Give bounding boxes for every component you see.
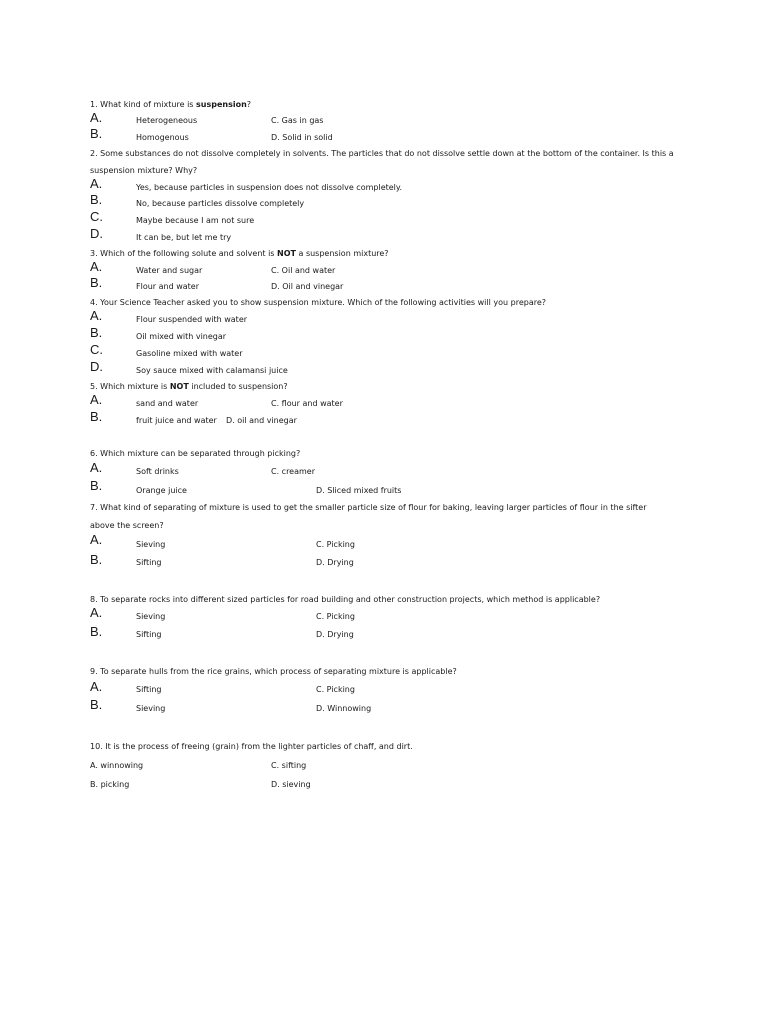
letter-a: A. xyxy=(90,308,103,323)
q6-option-d: D. Sliced mixed fruits xyxy=(316,486,402,495)
q6-option-a: Soft drinks xyxy=(136,467,179,476)
q1-option-a: Heterogeneous xyxy=(136,116,198,125)
letter-a: A. xyxy=(90,259,103,274)
letter-c: C. xyxy=(90,342,103,357)
q4-option-c: Gasoline mixed with water xyxy=(136,349,243,358)
question-4: 4. Your Science Teacher asked you to show suspension mixture. Which of the following activities will you prepare? xyxy=(90,298,547,307)
letter-a: A. xyxy=(90,605,103,620)
letter-b: B. xyxy=(90,126,103,141)
q5-option-d: D. oil and vinegar xyxy=(226,416,297,425)
q9-option-a: Sifting xyxy=(136,685,162,694)
q8-option-c: C. Picking xyxy=(316,612,355,621)
q9-option-d: D. Winnowing xyxy=(316,704,372,713)
question-7-line2: above the screen? xyxy=(90,521,164,530)
q3-option-b: Flour and water xyxy=(136,282,200,291)
q2-option-d: It can be, but let me try xyxy=(136,233,232,242)
question-8: 8. To separate rocks into different sized particles for road building and other construction projects, which method is applicable? xyxy=(90,595,601,604)
question-10: 10. It is the process of freeing (grain) from the lighter particles of chaff, and dirt. xyxy=(90,742,413,751)
q9-option-c: C. Picking xyxy=(316,685,355,694)
q7-option-a: Sieving xyxy=(136,540,166,549)
q6-option-b: Orange juice xyxy=(136,486,187,495)
letter-b: B. xyxy=(90,275,103,290)
letter-a: A. xyxy=(90,392,103,407)
letter-b: B. xyxy=(90,478,103,493)
q8-option-a: Sieving xyxy=(136,612,166,621)
letter-b: B. xyxy=(90,697,103,712)
q4-option-b: Oil mixed with vinegar xyxy=(136,332,227,341)
q9-option-b: Sieving xyxy=(136,704,166,713)
question-2-line1: 2. Some substances do not dissolve completely in solvents. The particles that do not dissolve settle down at the bottom of the container. Is this a xyxy=(90,149,674,158)
q2-option-c: Maybe because I am not sure xyxy=(136,216,255,225)
letter-b: B. xyxy=(90,192,103,207)
q8-option-d: D. Drying xyxy=(316,630,354,639)
q10-option-a: A. winnowing xyxy=(90,761,144,770)
q10-option-c: C. sifting xyxy=(271,761,307,770)
q1-option-b: Homogenous xyxy=(136,133,189,142)
q7-option-c: C. Picking xyxy=(316,540,355,549)
q3-option-d: D. Oil and vinegar xyxy=(271,282,344,291)
q2-option-b: No, because particles dissolve completely xyxy=(136,199,305,208)
question-7-line1: 7. What kind of separating of mixture is used to get the smaller particle size of flour for baking, leaving larger particles of flour in the sifter xyxy=(90,503,647,512)
letter-c: C. xyxy=(90,209,103,224)
q5-option-a: sand and water xyxy=(136,399,199,408)
q4-option-a: Flour suspended with water xyxy=(136,315,248,324)
q7-option-b: Sifting xyxy=(136,558,162,567)
q2-option-a: Yes, because particles in suspension does not dissolve completely. xyxy=(136,183,403,192)
q3-option-a: Water and sugar xyxy=(136,266,203,275)
q8-option-b: Sifting xyxy=(136,630,162,639)
q1-option-d: D. Solid in solid xyxy=(271,133,333,142)
q7-option-d: D. Drying xyxy=(316,558,354,567)
letter-a: A. xyxy=(90,679,103,694)
letter-d: D. xyxy=(90,359,103,374)
question-1: 1. What kind of mixture is suspension? xyxy=(90,100,252,109)
q10-option-d: D. sieving xyxy=(271,780,311,789)
question-5: 5. Which mixture is NOT included to suspension? xyxy=(90,382,288,391)
question-6: 6. Which mixture can be separated through picking? xyxy=(90,449,301,458)
letter-a: A. xyxy=(90,460,103,475)
letter-b: B. xyxy=(90,409,103,424)
letter-a: A. xyxy=(90,110,103,125)
question-2-line2: suspension mixture? Why? xyxy=(90,166,198,175)
letter-b: B. xyxy=(90,325,103,340)
letter-a: A. xyxy=(90,176,103,191)
letter-a: A. xyxy=(90,532,103,547)
letter-d: D. xyxy=(90,226,103,241)
letter-b: B. xyxy=(90,624,103,639)
q5-option-c: C. flour and water xyxy=(271,399,343,408)
letter-b: B. xyxy=(90,552,103,567)
q10-option-b: B. picking xyxy=(90,780,130,789)
question-3: 3. Which of the following solute and solvent is NOT a suspension mixture? xyxy=(90,249,389,258)
question-9: 9. To separate hulls from the rice grains, which process of separating mixture is applicable? xyxy=(90,667,457,676)
q3-option-c: C. Oil and water xyxy=(271,266,336,275)
q4-option-d: Soy sauce mixed with calamansi juice xyxy=(136,366,288,375)
q6-option-c: C. creamer xyxy=(271,467,316,476)
q5-option-b: fruit juice and water xyxy=(136,416,217,425)
q1-option-c: C. Gas in gas xyxy=(271,116,324,125)
